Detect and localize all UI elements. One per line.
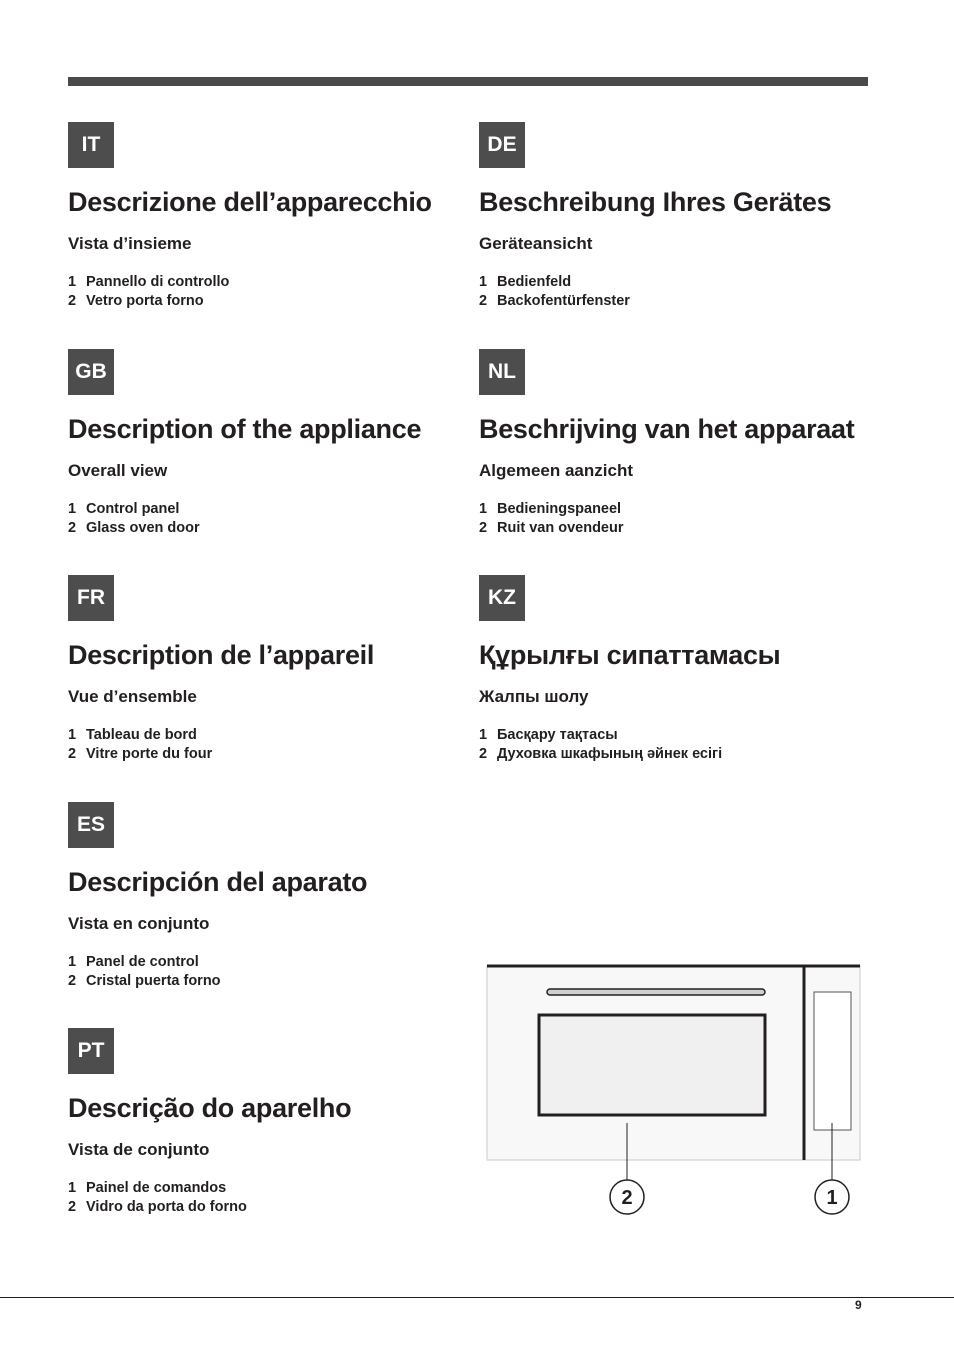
parts-list-nl [479,500,624,537]
section-subtitle-nl: Algemeen aanzicht [479,461,633,480]
item-number: 1 [68,501,77,517]
item-label: Bedieningspaneel [497,501,622,517]
section-gb [68,349,468,536]
item-label: Vidro da porta do forno [86,1198,247,1215]
list-item [68,273,229,292]
oven-door-glass [539,1015,765,1115]
list-item [479,519,624,538]
item-label: Ruit van ovendeur [497,519,624,536]
item-number: 2 [68,1198,77,1215]
parts-list-pt [68,1179,247,1216]
item-number: 2 [68,745,77,762]
section-title-kz: Құрылғы сипаттамасы [479,640,781,670]
parts-list-kz [479,726,722,763]
list-item [479,500,624,519]
section-es [68,802,468,989]
language-badge-pt: PT [68,1028,114,1074]
section-title-de: Beschreibung Ihres Gerätes [479,187,832,217]
item-number: 2 [68,292,77,309]
item-number: 2 [479,292,488,309]
list-item [68,292,229,311]
section-subtitle-fr: Vue d’ensemble [68,687,197,706]
item-label: Backofentürfenster [497,292,630,309]
section-kz [479,575,879,762]
language-badge-kz: KZ [479,575,525,621]
item-number: 1 [68,727,77,743]
list-item [68,726,212,745]
item-label: Glass oven door [86,519,200,536]
list-item [68,953,221,972]
list-item [68,745,212,764]
section-subtitle-gb: Overall view [68,461,168,480]
language-badge-fr: FR [68,575,114,621]
section-de [479,122,879,309]
parts-list-gb [68,500,200,537]
list-item [479,292,630,311]
list-item [68,1179,247,1198]
item-label: Басқару тақтасы [497,727,618,743]
parts-list-es [68,953,221,990]
callout-number-door: 2 [621,1187,633,1209]
section-subtitle-es: Vista en conjunto [68,914,210,933]
list-item [68,972,221,991]
section-subtitle-kz: Жалпы шолу [479,687,589,706]
list-item [68,519,200,538]
list-item [479,745,722,764]
language-badge-de: DE [479,122,525,168]
item-number: 2 [479,745,488,762]
section-title-nl: Beschrijving van het apparaat [479,414,855,444]
section-subtitle-it: Vista d’insieme [68,234,192,253]
item-label: Pannello di controllo [86,274,230,290]
section-title-es: Descripción del aparato [68,867,368,897]
section-pt [68,1028,468,1215]
item-number: 1 [68,954,77,970]
item-number: 2 [479,519,488,536]
item-label: Vitre porte du four [86,745,213,762]
callout-number-panel: 1 [826,1187,838,1209]
item-label: Vetro porta forno [86,292,204,309]
parts-list-fr [68,726,212,763]
section-title-fr: Description de l’appareil [68,640,375,670]
item-label: Panel de control [86,954,199,970]
section-nl [479,349,879,536]
item-number: 1 [68,1180,77,1196]
list-item [68,500,200,519]
section-title-pt: Descrição do aparelho [68,1093,352,1123]
control-panel [814,992,851,1130]
page-number: 9 [855,1298,862,1312]
bottom-rule [0,1297,954,1298]
list-item [479,273,630,292]
parts-list-it [68,273,229,310]
item-label: Bedienfeld [497,274,572,290]
section-fr [68,575,468,762]
item-label: Painel de comandos [86,1180,227,1196]
top-rule [68,77,868,86]
item-number: 1 [479,727,488,743]
section-title-gb: Description of the appliance [68,414,422,444]
language-badge-gb: GB [68,349,114,395]
language-badge-nl: NL [479,349,525,395]
list-item [68,1198,247,1217]
parts-list-de [479,273,630,310]
section-title-it: Descrizione dell’apparecchio [68,187,432,217]
item-number: 2 [68,519,77,536]
item-label: Cristal puerta forno [86,972,221,989]
list-item [479,726,722,745]
section-subtitle-pt: Vista de conjunto [68,1140,210,1159]
section-it [68,122,468,309]
item-label: Control panel [86,501,180,517]
language-badge-es: ES [68,802,114,848]
item-label: Духовка шкафының әйнек есігі [497,745,723,762]
item-number: 2 [68,972,77,989]
item-label: Tableau de bord [86,727,197,743]
item-number: 1 [68,274,77,290]
section-subtitle-de: Geräteansicht [479,234,593,253]
oven-diagram [480,960,870,1220]
language-badge-it: IT [68,122,114,168]
door-handle [547,989,765,995]
item-number: 1 [479,274,488,290]
item-number: 1 [479,501,488,517]
